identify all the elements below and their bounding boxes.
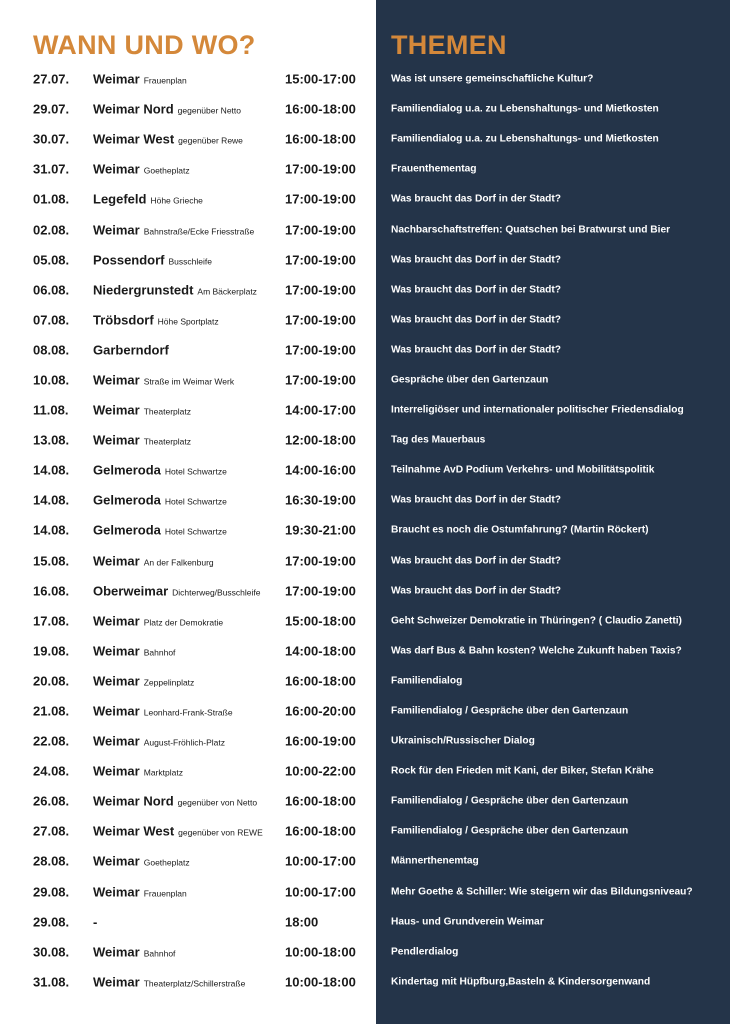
event-date: 21.08.: [33, 703, 70, 719]
event-place-name: Weimar: [93, 733, 140, 749]
event-time: 14:00-16:00: [285, 462, 356, 478]
event-row: [0, 967, 730, 997]
event-place: [93, 342, 169, 357]
event-list: [0, 64, 730, 997]
event-row: [0, 425, 730, 455]
event-place-name: Garberndorf: [93, 342, 169, 358]
event-location-detail: Hotel Schwartze: [164, 526, 227, 537]
event-location-detail: Theaterplatz: [143, 406, 191, 417]
event-time: 18:00: [285, 914, 319, 930]
event-time: 12:00-18:00: [285, 432, 356, 448]
event-topic: Familiendialog / Gespräche über den Gartenzaun: [391, 825, 629, 837]
event-place: [93, 824, 263, 839]
event-time: 17:00-19:00: [285, 282, 356, 298]
event-date: 17.08.: [33, 613, 70, 629]
event-place-name: Possendorf: [93, 252, 165, 268]
event-place: [93, 794, 257, 809]
event-place-name: Weimar Nord: [93, 793, 174, 809]
themes-heading: THEMEN: [391, 30, 507, 60]
event-row: [0, 726, 730, 756]
event-date: 01.08.: [33, 191, 70, 207]
event-place: [93, 854, 190, 869]
event-time: 10:00-17:00: [285, 884, 356, 900]
event-place-name: Gelmeroda: [93, 492, 161, 508]
event-place: [93, 523, 227, 538]
event-location-detail: Straße im Weimar Werk: [143, 376, 235, 387]
event-topic: Familiendialog / Gespräche über den Gartenzaun: [391, 795, 629, 807]
event-topic: Was braucht das Dorf in der Stadt?: [391, 585, 561, 597]
event-row: [0, 365, 730, 395]
event-time: 19:30-21:00: [285, 522, 356, 538]
event-topic: Rock für den Frieden mit Kani, der Biker, Stefan Krähe: [391, 765, 654, 777]
event-place: [93, 884, 187, 899]
event-topic: Familiendialog / Gespräche über den Gartenzaun: [391, 705, 629, 717]
event-row: [0, 64, 730, 94]
event-place: [93, 553, 214, 568]
event-location-detail: Bahnhof: [143, 948, 176, 959]
event-time: 10:00-22:00: [285, 763, 356, 779]
event-location-detail: Hotel Schwartze: [164, 466, 227, 477]
event-time: 17:00-19:00: [285, 312, 356, 328]
event-time: 14:00-18:00: [285, 643, 356, 659]
event-row: [0, 937, 730, 967]
event-topic: Was ist unsere gemeinschaftliche Kultur?: [391, 73, 594, 85]
event-time: 10:00-17:00: [285, 853, 356, 869]
event-topic: Was braucht das Dorf in der Stadt?: [391, 314, 561, 326]
event-place-name: Weimar: [93, 222, 140, 238]
event-topic: Geht Schweizer Demokratie in Thüringen? ( Claudio Zanetti): [391, 615, 682, 627]
event-place-name: Tröbsdorf: [93, 312, 154, 328]
event-row: [0, 546, 730, 576]
event-location-detail: Zeppelinplatz: [143, 677, 195, 688]
event-place-name: Weimar: [93, 944, 140, 960]
event-location-detail: Höhe Grieche: [150, 195, 203, 206]
event-place-name: Weimar: [93, 763, 140, 779]
event-date: 14.08.: [33, 462, 70, 478]
event-location-detail: gegenüber Rewe: [178, 135, 243, 146]
event-date: 11.08.: [33, 402, 69, 418]
event-date: 27.07.: [33, 71, 70, 87]
event-time: 17:00-19:00: [285, 222, 356, 238]
event-location-detail: Platz der Demokratie: [143, 617, 224, 628]
event-date: 29.08.: [33, 914, 70, 930]
event-time: 17:00-19:00: [285, 583, 356, 599]
event-location-detail: Am Bäckerplatz: [197, 286, 257, 297]
event-place-name: Weimar: [93, 71, 140, 87]
event-time: 17:00-19:00: [285, 342, 356, 358]
event-location-detail: Höhe Sportplatz: [157, 316, 219, 327]
event-topic: Was braucht das Dorf in der Stadt?: [391, 344, 561, 356]
event-topic: Frauenthementag: [391, 163, 477, 175]
event-place: [93, 914, 97, 929]
event-place-name: Weimar: [93, 553, 140, 569]
event-time: 16:30-19:00: [285, 492, 356, 508]
event-date: 29.07.: [33, 101, 70, 117]
event-row: [0, 305, 730, 335]
event-place: [93, 403, 191, 418]
event-place-name: Weimar: [93, 432, 140, 448]
event-time: 16:00-18:00: [285, 673, 356, 689]
event-location-detail: Frauenplan: [143, 75, 187, 86]
event-place-name: Weimar West: [93, 131, 175, 147]
event-date: 28.08.: [33, 853, 70, 869]
event-topic: Was braucht das Dorf in der Stadt?: [391, 494, 561, 506]
event-place: [93, 102, 241, 117]
event-place-name: Weimar: [93, 974, 140, 990]
event-place-name: Gelmeroda: [93, 462, 161, 478]
event-date: 14.08.: [33, 522, 70, 538]
event-row: [0, 485, 730, 515]
event-topic: Was braucht das Dorf in der Stadt?: [391, 193, 561, 205]
event-location-detail: gegenüber von Netto: [177, 797, 258, 808]
event-location-detail: Hotel Schwartze: [164, 496, 227, 507]
event-place: [93, 72, 187, 87]
event-time: 16:00-18:00: [285, 793, 356, 809]
event-place: [93, 704, 233, 719]
event-row: [0, 154, 730, 184]
event-topic: Was darf Bus & Bahn kosten? Welche Zukunft haben Taxis?: [391, 645, 682, 657]
event-date: 08.08.: [33, 342, 70, 358]
event-location-detail: Theaterplatz: [143, 436, 191, 447]
event-time: 15:00-17:00: [285, 71, 356, 87]
event-row: [0, 124, 730, 154]
event-place: [93, 493, 227, 508]
event-row: [0, 846, 730, 876]
event-place-name: Oberweimar: [93, 583, 169, 599]
event-row: [0, 455, 730, 485]
event-place: [93, 974, 245, 989]
event-place: [93, 944, 175, 959]
event-place-name: Weimar: [93, 853, 140, 869]
event-date: 14.08.: [33, 492, 70, 508]
event-row: [0, 214, 730, 244]
event-location-detail: Busschleife: [168, 256, 212, 267]
event-date: 31.07.: [33, 161, 70, 177]
event-date: 29.08.: [33, 884, 70, 900]
event-location-detail: Goetheplatz: [143, 857, 190, 868]
event-place-name: Niedergrunstedt: [93, 282, 194, 298]
event-date: 31.08.: [33, 974, 70, 990]
event-place: [93, 583, 261, 598]
when-where-heading: WANN UND WO?: [33, 30, 256, 60]
event-location-detail: gegenüber Netto: [177, 105, 241, 116]
event-place: [93, 372, 234, 387]
event-topic: Männerthenemtag: [391, 855, 479, 867]
event-date: 19.08.: [33, 643, 70, 659]
event-time: 16:00-20:00: [285, 703, 356, 719]
event-row: [0, 756, 730, 786]
event-location-detail: An der Falkenburg: [143, 557, 214, 568]
event-place: [93, 192, 203, 207]
event-place: [93, 433, 191, 448]
event-place: [93, 613, 223, 628]
event-row: [0, 94, 730, 124]
event-place-name: Legefeld: [93, 191, 147, 207]
event-time: 17:00-19:00: [285, 372, 356, 388]
event-date: 06.08.: [33, 282, 70, 298]
event-topic: Familiendialog: [391, 675, 463, 687]
event-place-name: Weimar Nord: [93, 101, 174, 117]
event-place-name: Weimar West: [93, 823, 175, 839]
event-place-name: Weimar: [93, 703, 140, 719]
event-date: 16.08.: [33, 583, 70, 599]
event-place: [93, 252, 212, 267]
event-date: 22.08.: [33, 733, 70, 749]
event-place-name: Weimar: [93, 161, 140, 177]
event-time: 14:00-17:00: [285, 402, 356, 418]
event-place: [93, 132, 243, 147]
event-time: 17:00-19:00: [285, 191, 356, 207]
event-place: [93, 312, 219, 327]
event-place-name: Weimar: [93, 673, 140, 689]
event-location-detail: Theaterplatz/Schillerstraße: [143, 978, 246, 989]
event-location-detail: Frauenplan: [143, 888, 187, 899]
event-row: [0, 786, 730, 816]
event-date: 20.08.: [33, 673, 70, 689]
event-row: [0, 636, 730, 666]
event-date: 02.08.: [33, 222, 70, 238]
event-place-name: Weimar: [93, 613, 140, 629]
event-topic: Kindertag mit Hüpfburg,Basteln & Kindersorgenwand: [391, 976, 651, 988]
event-topic: Familiendialog u.a. zu Lebenshaltungs- und Mietkosten: [391, 103, 659, 115]
event-date: 15.08.: [33, 553, 70, 569]
event-place: [93, 734, 225, 749]
event-date: 05.08.: [33, 252, 70, 268]
event-time: 15:00-18:00: [285, 613, 356, 629]
event-row: [0, 515, 730, 545]
event-date: 07.08.: [33, 312, 70, 328]
event-topic: Familiendialog u.a. zu Lebenshaltungs- und Mietkosten: [391, 133, 659, 145]
event-date: 24.08.: [33, 763, 70, 779]
event-topic: Gespräche über den Gartenzaun: [391, 374, 549, 386]
event-location-detail: Dichterweg/Busschleife: [172, 587, 261, 598]
event-date: 26.08.: [33, 793, 70, 809]
event-topic: Haus- und Grundverein Weimar: [391, 916, 544, 928]
event-topic: Ukrainisch/Russischer Dialog: [391, 735, 535, 747]
event-date: 10.08.: [33, 372, 70, 388]
event-location-detail: Goetheplatz: [143, 165, 190, 176]
event-time: 16:00-19:00: [285, 733, 356, 749]
event-topic: Pendlerdialog: [391, 946, 459, 958]
event-place: [93, 764, 183, 779]
event-topic: Braucht es noch die Ostumfahrung? (Martin Röckert): [391, 524, 649, 536]
event-topic: Mehr Goethe & Schiller: Wie steigern wir das Bildungsniveau?: [391, 886, 693, 898]
event-row: [0, 245, 730, 275]
event-place-name: Weimar: [93, 372, 140, 388]
event-row: [0, 576, 730, 606]
event-place: [93, 643, 175, 658]
event-place: [93, 463, 227, 478]
event-time: 17:00-19:00: [285, 553, 356, 569]
event-topic: Was braucht das Dorf in der Stadt?: [391, 555, 561, 567]
event-row: [0, 606, 730, 636]
event-topic: Was braucht das Dorf in der Stadt?: [391, 284, 561, 296]
event-place-name: Weimar: [93, 402, 140, 418]
event-row: [0, 907, 730, 937]
event-place-name: -: [93, 914, 98, 930]
event-time: 16:00-18:00: [285, 101, 356, 117]
event-row: [0, 666, 730, 696]
event-topic: Was braucht das Dorf in der Stadt?: [391, 254, 561, 266]
event-location-detail: Marktplatz: [143, 767, 183, 778]
event-place: [93, 222, 254, 237]
event-date: 30.08.: [33, 944, 70, 960]
event-place-name: Gelmeroda: [93, 522, 161, 538]
event-location-detail: Leonhard-Frank-Straße: [143, 707, 233, 718]
event-row: [0, 335, 730, 365]
event-location-detail: August-Fröhlich-Platz: [143, 737, 225, 748]
event-date: 13.08.: [33, 432, 70, 448]
event-row: [0, 275, 730, 305]
event-time: 17:00-19:00: [285, 161, 356, 177]
event-location-detail: Bahnhof: [143, 647, 176, 658]
event-place: [93, 673, 194, 688]
event-row: [0, 696, 730, 726]
event-time: 16:00-18:00: [285, 131, 356, 147]
event-location-detail: gegenüber von REWE: [178, 827, 263, 838]
event-row: [0, 395, 730, 425]
event-time: 16:00-18:00: [285, 823, 356, 839]
event-row: [0, 816, 730, 846]
event-row: [0, 877, 730, 907]
event-location-detail: Bahnstraße/Ecke Friesstraße: [143, 226, 255, 237]
event-topic: Teilnahme AvD Podium Verkehrs- und Mobilitätspolitik: [391, 464, 655, 476]
event-topic: Interreligiöser und internationaler politischer Friedensdialog: [391, 404, 684, 416]
event-topic: Nachbarschaftstreffen: Quatschen bei Bratwurst und Bier: [391, 224, 671, 236]
event-place: [93, 282, 257, 297]
event-place: [93, 162, 190, 177]
event-row: [0, 184, 730, 214]
event-place-name: Weimar: [93, 884, 140, 900]
event-time: 10:00-18:00: [285, 944, 356, 960]
event-time: 10:00-18:00: [285, 974, 356, 990]
event-time: 17:00-19:00: [285, 252, 356, 268]
event-date: 27.08.: [33, 823, 70, 839]
event-date: 30.07.: [33, 131, 70, 147]
event-place-name: Weimar: [93, 643, 140, 659]
event-topic: Tag des Mauerbaus: [391, 434, 486, 446]
